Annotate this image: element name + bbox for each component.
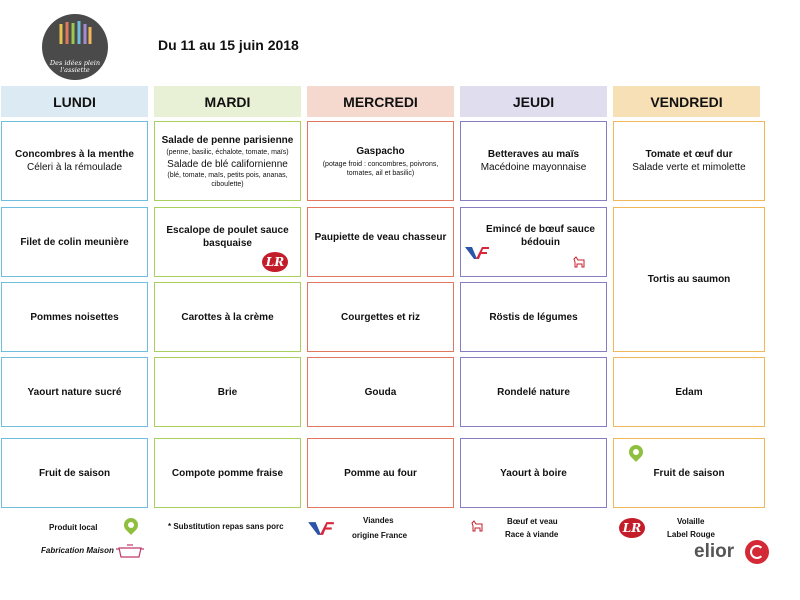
elior-e-icon [745,540,769,564]
mercredi-main-cell: Paupiette de veau chasseur [307,207,454,277]
mardi-side-cell: Carottes à la crème [154,282,301,352]
mardi-starter-cell [154,121,301,201]
logo-line-2: l'assiette [60,66,90,74]
kitchen-utensils-icon [56,20,94,46]
day-header-vendredi: VENDREDI [613,86,760,117]
legend-pin-icon [121,515,141,535]
mercredi-dessert-cell: Pomme au four [307,438,454,508]
label-rouge-icon: LR [262,252,288,272]
legend-homemade-label: Fabrication Maison [41,546,114,555]
mardi-starter-2-note: (blé, tomate, maïs, petits pois, ananas, ciboulette) [167,171,288,188]
mercredi-starter-1-note: (potage froid : concombres, poivrons, tomates, ail et basilic) [322,160,439,177]
jeudi-dairy-cell: Rondelé nature [460,357,607,427]
jeudi-main-cell: Emincé de bœuf sauce bédouin [460,207,607,277]
race-a-viande-icon [572,256,586,270]
day-header-mardi: MARDI [154,86,301,117]
day-header-mercredi: MERCREDI [307,86,454,117]
vendredi-dairy-cell: Edam [613,357,765,427]
lundi-side-cell: Pommes noisettes [1,282,148,352]
jeudi-starter-cell [460,121,607,201]
page-title: Du 11 au 15 juin 2018 [158,37,299,53]
jeudi-side-cell: Röstis de légumes [460,282,607,352]
lundi-starter-2: Céleri à la rémoulade [26,162,123,173]
jeudi-dessert-cell: Yaourt à boire [460,438,607,508]
mardi-starter-1: Salade de penne parisienne [161,134,294,146]
vendredi-starter-1: Tomate et œuf dur [645,149,733,160]
lundi-starter-1: Concombres à la menthe [15,149,134,160]
legend-boeuf-veau: Bœuf et veau [507,517,558,526]
lundi-dessert-cell: Fruit de saison [1,438,148,508]
legend-label-rouge: Label Rouge [667,530,716,539]
legend-viandes: Viandes [363,516,394,525]
lundi-dairy-cell: Yaourt nature sucré [1,357,148,427]
vendredi-dessert-cell: Fruit de saison [613,438,765,508]
viande-france-icon [465,246,489,260]
logo-line-1: Des idées plein [49,59,101,67]
legend-race-a-viande-icon [470,520,484,534]
mercredi-starter-1: Gaspacho [356,145,405,157]
logo [42,14,108,80]
jeudi-starter-2: Macédoine mayonnaise [480,162,587,173]
mercredi-starter-cell [307,121,454,201]
legend-label-rouge-icon: LR [619,518,645,538]
mardi-dessert-cell: Compote pomme fraise [154,438,301,508]
legend-substitution: * Substitution repas sans porc [168,522,284,531]
mardi-starter-2: Salade de blé californienne [167,158,288,170]
legend-local-label: Produit local [49,523,98,532]
brand-logo: elior [694,541,735,562]
mercredi-side-cell: Courgettes et riz [307,282,454,352]
legend-viande-france-icon [308,521,334,536]
jeudi-starter-1: Betteraves au maïs [487,149,580,160]
homemade-pot-icon [115,543,145,559]
vendredi-starter-2: Salade verte et mimolette [632,162,746,173]
mardi-starter-1-note: (penne, basilic, échalote, tomate, maïs) [166,148,289,156]
lundi-starter-cell [1,121,148,201]
lundi-main-cell: Filet de colin meunière [1,207,148,277]
legend-volaille: Volaille [677,517,705,526]
vendredi-main-cell: Tortis au saumon [613,207,765,352]
mercredi-dairy-cell: Gouda [307,357,454,427]
legend-origine-france: origine France [352,531,408,540]
mardi-dairy-cell: Brie [154,357,301,427]
day-header-lundi: LUNDI [1,86,148,117]
day-header-jeudi: JEUDI [460,86,607,117]
mardi-main: Escalope de poulet sauce basquaise [166,225,289,249]
vendredi-starter-cell [613,121,765,201]
legend-race-a-viande: Race à viande [505,530,559,539]
